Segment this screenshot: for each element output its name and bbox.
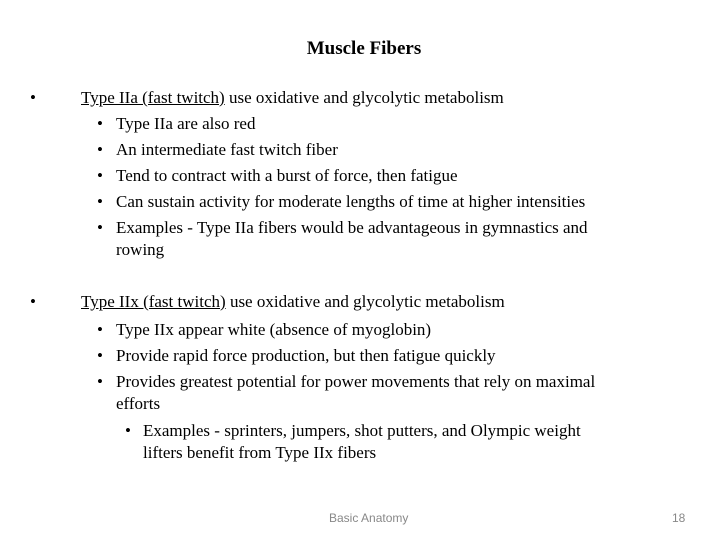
sub-bullet: • [97,372,103,391]
section-1-heading [81,88,504,108]
list-item-continuation: rowing [116,240,165,259]
page-number: 18 [672,511,686,525]
section-2-heading-rest: use oxidative and glycolytic metabolism [225,292,505,311]
list-item-continuation: efforts [116,394,161,413]
sub-sub-bullet: • [125,421,131,440]
footer-label: Basic Anatomy [329,511,409,525]
list-item: Can sustain activity for moderate lengths of time at higher intensities [116,192,586,211]
list-item: Tend to contract with a burst of force, then fatigue [116,166,458,185]
sub-bullet: • [97,320,103,339]
list-item: Provides greatest potential for power movements that rely on maximal [116,372,596,391]
slide-title: Muscle Fibers [306,38,422,59]
list-item: Type IIx appear white (absence of myoglobin) [116,320,432,339]
sub-bullet: • [97,140,103,159]
list-item-continuation: lifters benefit from Type IIx fibers [143,443,377,462]
sub-bullet: • [97,114,103,133]
section-2-heading [81,292,505,312]
sub-bullet: • [97,346,103,365]
list-item: Provide rapid force production, but then fatigue quickly [116,346,496,365]
list-item: Examples - Type IIa fibers would be advantageous in gymnastics and [116,218,588,237]
list-item: Type IIa are also red [116,114,256,133]
section-1-bullet: • [30,88,36,107]
section-1-heading-rest: use oxidative and glycolytic metabolism [224,88,504,107]
sub-bullet: • [97,218,103,237]
sub-bullet: • [97,166,103,185]
section-2-bullet: • [30,292,36,311]
sub-bullet: • [97,192,103,211]
section-1-heading-term: Type IIa (fast twitch) [81,88,225,107]
section-2-heading-term: Type IIx (fast twitch) [81,292,226,311]
list-item: Examples - sprinters, jumpers, shot putters, and Olympic weight [143,421,581,440]
list-item: An intermediate fast twitch fiber [116,140,338,159]
